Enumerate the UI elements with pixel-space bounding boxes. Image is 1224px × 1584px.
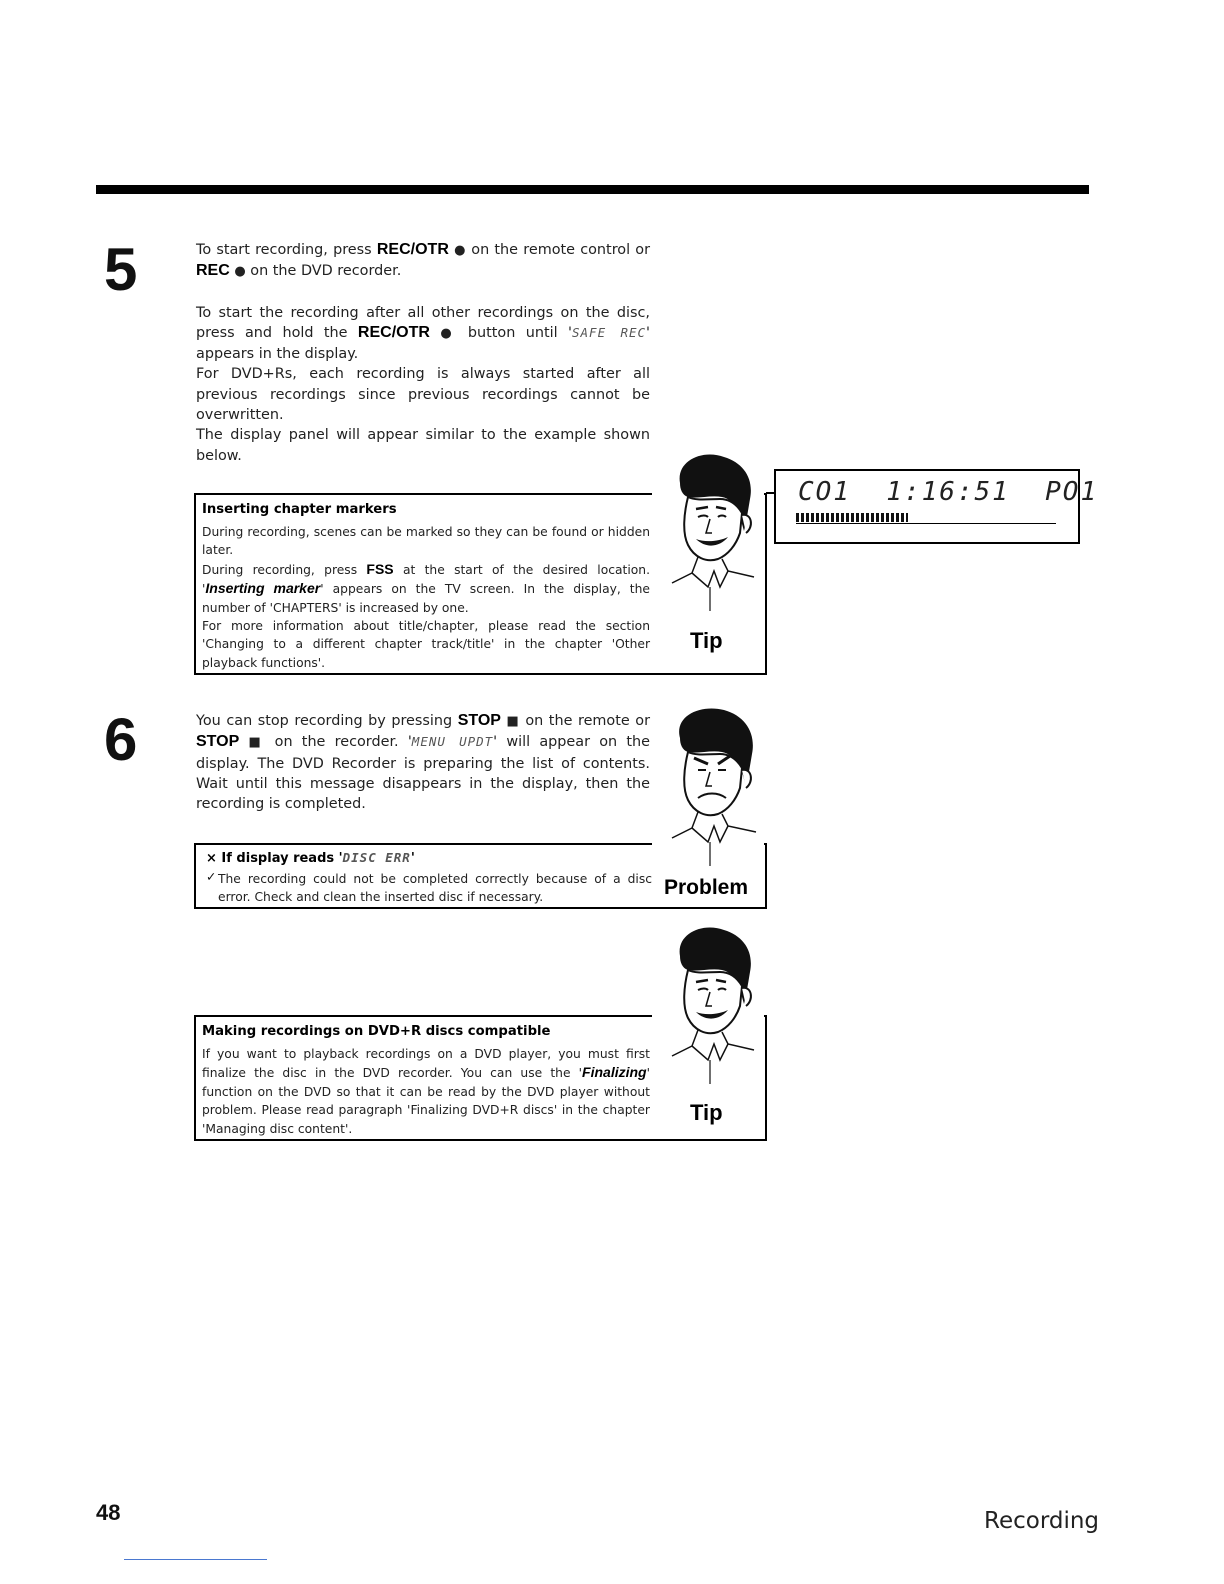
display-divider	[796, 523, 1056, 524]
tip-title: Inserting chapter markers	[202, 502, 397, 517]
text-run: on the remote or	[519, 713, 650, 729]
rec-key: REC	[196, 262, 230, 280]
step-6-paragraph	[196, 711, 650, 814]
record-dot-icon: ●	[454, 243, 467, 258]
tip-text: During recording, scenes can be marked so they can be found or hidden later.	[202, 525, 650, 558]
lcd-message: DISC ERR	[342, 850, 411, 865]
text-run: If you want to playback recordings on a DVD player, you must first finalize the disc in the DVD recorder. You can use the '	[202, 1047, 650, 1081]
rec-otr-key: REC/OTR	[357, 323, 430, 341]
step-number-5: 5	[104, 236, 138, 303]
stop-key: STOP	[457, 712, 501, 729]
problem-character-frowning-icon	[660, 706, 766, 874]
text-run: '	[410, 851, 415, 866]
step-5-paragraph-3: For DVD+Rs, each recording is always started after all previous recordings since previous recordings cannot be overwritten.	[196, 366, 650, 424]
step-5-paragraph-4: The display panel will appear similar to the example shown below.	[196, 427, 650, 464]
problem-text: The recording could not be completed correctly because of a disc error. Check and clean the inserted disc if necessary.	[218, 872, 652, 905]
function-name: Finalizing	[582, 1064, 647, 1081]
text-run: ' function on the DVD so that it can be read by the DVD player without problem. Please read paragraph 'Finalizing DVD+R discs' in the chapter 'Managing disc content'.	[202, 1066, 650, 1136]
text-run: ' appears on the TV screen. In the display, the number of 'CHAPTERS' is increased by one.	[202, 582, 650, 615]
text-run: × If display reads '	[206, 851, 343, 866]
panel-connector	[766, 492, 774, 494]
step-5-text	[196, 240, 650, 466]
text-run: at the start of the desired location. '	[202, 562, 650, 597]
record-dot-icon: ●	[440, 325, 458, 341]
tip-text: For more information about title/chapter, please read the section 'Changing to a different chapter track/title' in the chapter 'Other playback functions'.	[202, 619, 650, 670]
lcd-message: SAFE REC	[572, 324, 647, 340]
stop-square-icon: ■	[248, 735, 266, 751]
chapter-title: Recording	[984, 1508, 1100, 1534]
tip-label: Tip	[690, 1100, 723, 1125]
stop-key: STOP	[196, 733, 240, 751]
rec-otr-key: REC/OTR	[376, 241, 449, 258]
text-run: on the recorder. '	[265, 734, 412, 751]
text-run: button until '	[457, 324, 572, 341]
lcd-readout: CO1 1:16:51 PO1	[798, 477, 1099, 507]
problem-solution	[206, 870, 656, 907]
recorder-display-panel	[774, 469, 1099, 544]
footer-rule	[124, 1559, 267, 1560]
step-5-paragraph-1	[196, 240, 650, 283]
text-run: on the DVD recorder.	[245, 263, 402, 280]
text-run: ' appears in the display.	[196, 324, 650, 363]
recording-level-meter	[796, 513, 908, 522]
page-number: 48	[96, 1500, 121, 1525]
step-5-paragraph-2	[196, 303, 650, 365]
tip-title: Making recordings on DVD+R discs compatible	[202, 1024, 551, 1039]
text-run: You can stop recording by pressing	[196, 713, 458, 729]
problem-label: Problem	[664, 876, 749, 899]
top-rule	[96, 185, 1089, 194]
step-6-text	[196, 711, 650, 814]
text-run: ' will appear on the display. The DVD Recorder is preparing the list of contents. Wait until this message disappears in the display, then the recording is completed.	[196, 734, 650, 813]
tip-character-smiling-icon	[662, 453, 762, 621]
stop-square-icon: ■	[506, 714, 520, 729]
tip-text	[202, 560, 650, 617]
record-dot-icon: ●	[234, 264, 246, 280]
text-run: During recording, press	[202, 562, 367, 577]
check-icon: ✓	[206, 870, 217, 884]
lcd-message: MENU UPDT	[411, 734, 494, 750]
tip-character-smiling-icon	[662, 926, 762, 1094]
screen-message: Inserting marker	[205, 580, 321, 597]
tip-text	[202, 1045, 650, 1138]
text-run: To start the recording after all other recordings on the disc, press and hold the	[196, 304, 650, 341]
text-run: To start recording, press	[196, 242, 377, 258]
step-number-6: 6	[104, 706, 138, 773]
fss-key: FSS	[366, 560, 394, 577]
text-run: on the remote control or	[466, 242, 651, 258]
tip-label: Tip	[690, 628, 723, 653]
